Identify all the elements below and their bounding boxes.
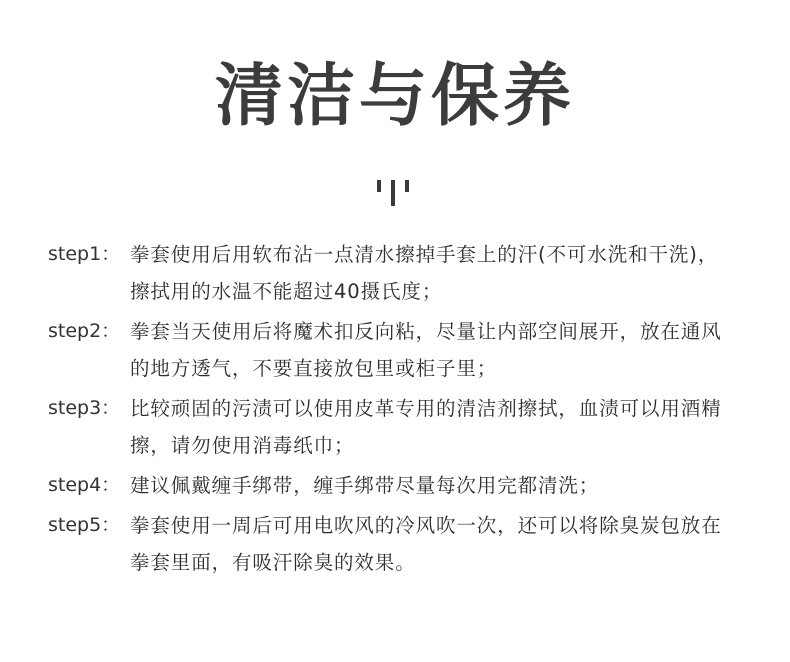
step-item-5	[48, 507, 748, 581]
step-text: 拳套使用后用软布沾一点清水擦掉手套上的汗(不可水洗和干洗)，擦拭用的水温不能超过40摄氏度；	[130, 243, 719, 303]
step-text: 比较顽固的污渍可以使用皮革专用的清洁剂擦拭，血渍可以用酒精擦，请勿使用消毒纸巾；	[130, 397, 722, 457]
step-item-1	[48, 236, 748, 310]
divider-bar-middle	[391, 180, 395, 206]
divider-bar-right	[405, 180, 409, 192]
step-text: 拳套当天使用后将魔术扣反向粘，尽量让内部空间展开，放在通风的地方透气，不要直接放包里或柜子里；	[130, 320, 722, 380]
step-label: step2：	[48, 320, 121, 342]
divider-bar-left	[377, 180, 381, 192]
step-item-3	[48, 390, 748, 464]
divider-mark	[377, 180, 409, 210]
care-steps-list	[48, 236, 748, 584]
step-label: step1：	[48, 243, 121, 265]
step-text: 拳套使用一周后可用电吹风的冷风吹一次，还可以将除臭炭包放在拳套里面，有吸汗除臭的效果。	[130, 514, 722, 574]
step-item-2	[48, 313, 748, 387]
page-title: 清洁与保养	[214, 57, 575, 136]
step-label: step3：	[48, 397, 121, 419]
step-item-4	[48, 467, 748, 504]
step-label: step5：	[48, 514, 121, 536]
step-text: 建议佩戴缠手绑带，缠手绑带尽量每次用完都清洗；	[130, 474, 600, 497]
step-label: step4：	[48, 474, 121, 496]
